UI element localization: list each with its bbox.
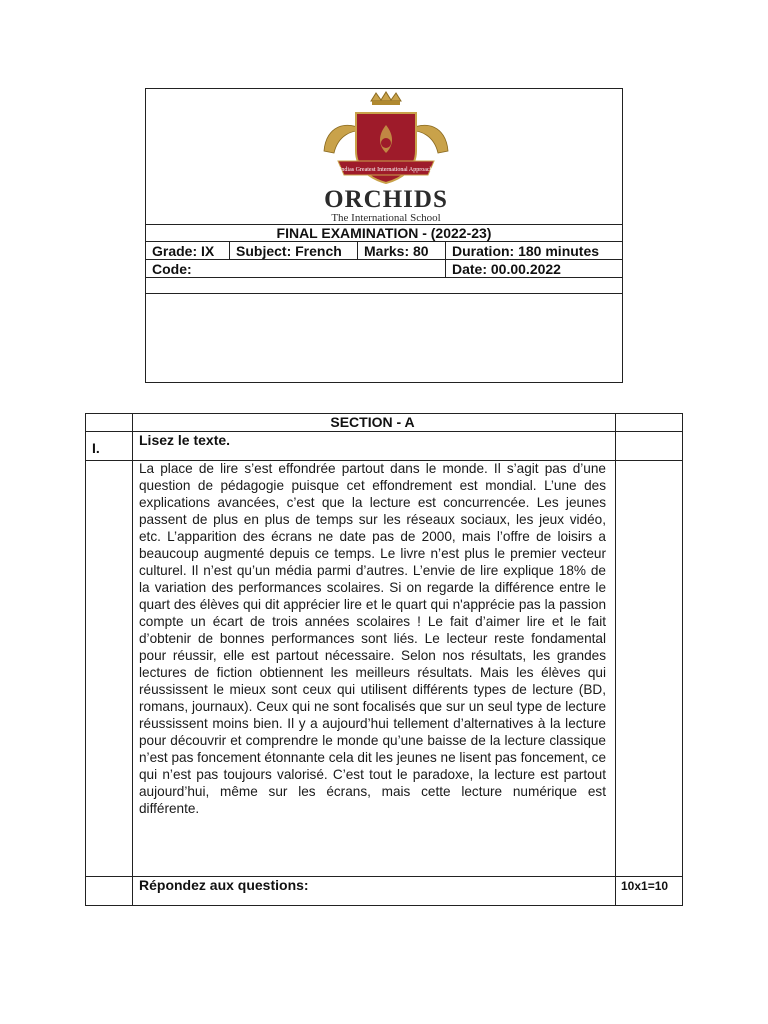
exam-code-row	[146, 259, 622, 278]
marks-cell: Marks: 80	[357, 242, 445, 260]
school-logo	[316, 91, 456, 223]
grade-cell: Grade: IX	[152, 243, 215, 259]
logo-banner-text: Indias Greatest International Approach	[339, 167, 433, 173]
instructions-space	[146, 293, 622, 383]
date-cell: Date: 00.00.2022	[445, 260, 623, 278]
exam-title: FINAL EXAMINATION - (2022-23)	[276, 225, 492, 241]
exam-header-box	[145, 88, 623, 383]
logo-subtitle: The International School	[331, 212, 441, 223]
column-divider	[615, 414, 616, 905]
exam-title-row	[146, 224, 622, 242]
code-cell: Code:	[152, 261, 192, 277]
question-number: I.	[92, 440, 100, 456]
reading-passage: La place de lire s’est effondrée partout dans le monde. Il s’agit pas d’une question de pédagogie puisque cet effondrement est mondial. L’une des explications avancées, c’est que la lecture est concurrencée. Les jeunes passent de plus en plus de temps sur les réseaux sociaux, les jeux vidéo, etc. L’apparition des écrans ne date pas de 2000, mais l’offre de loisirs a beaucoup augmenté depuis ce temps. Le livre n’est plus le premier vecteur culturel. Il n’est qu’un média parmi d’autres. L’envie de lire explique 18% de la variation des performances scolaires. Si on regarde la différence entre le quart des élèves qui dit apprécier lire et le quart qui n'apprécie pas la passion compte un écart de trois années scolaires ! Le fait d’aimer lire et le fait d’obtenir de bonnes performances sont liés. Le lecteur reste fondamental pour réussir, elle est partout nécessaire. Selon nos résultats, les grandes lectures de fiction obtiennent les meilleurs résultats. Mais les élèves qui réussissent le mieux sont ceux qui utilisent différents types de lecture (BD, romans, journaux). Ceux qui ne sont focalisés que sur un seul type de lecture réussissent moins bien. Il y a aujourd’hui tellement d’alternatives à la lecture pour découvrir et comprendre le monde qu’une baisse de la lecture classique n’est pas foncement étonnante cela dit les jeunes ne lisent pas foncement, ce qui n’est pas toujours valorisé. C’est tout le paradoxe, la lecture est partout aujourd’hui, même sur les écrans, mais cette lecture numérique est différente.	[139, 461, 607, 816]
marks-scheme: 10x1=10	[621, 879, 669, 893]
subject-cell: Subject: French	[229, 242, 357, 260]
section-title: SECTION - A	[330, 414, 415, 430]
column-divider	[132, 414, 133, 905]
duration-cell: Duration: 180 minutes	[445, 242, 623, 260]
blank-row	[146, 277, 622, 294]
question-prompt: Répondez aux questions:	[139, 877, 309, 893]
exam-info-row	[146, 241, 622, 260]
instruction-text: Lisez le texte.	[139, 432, 231, 448]
logo-wordmark: ORCHIDS	[324, 186, 448, 213]
